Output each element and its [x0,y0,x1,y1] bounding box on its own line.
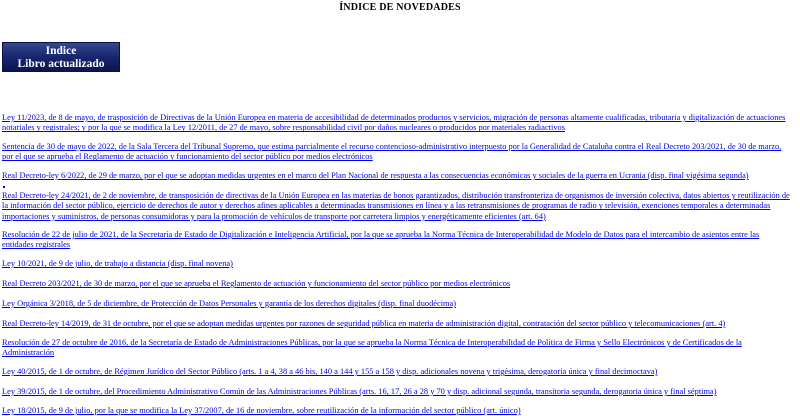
list-item-link[interactable]: Real Decreto-ley 24/2021, de 2 de noviembre, de transposición de directivas de la Unión Europea en las materias de bonos garantizados, distribución transfronteriza de organismos de inversión colectiva, datos abiertos y reutilización de la información del sector público, ejercicio de derechos de autor y derechos afines aplicables a determinadas transmisiones en línea y a las retransmisiones de programas de radio y televisión, exenciones temporales a determinadas importaciones y suministros, de personas consumidoras y para la promoción de vehículos de transporte por carretera limpios y energéticamente eficientes (art. 64) [2,191,790,221]
list-item-link[interactable]: Real Decreto-ley 14/2019, de 31 de octubre, por el que se adoptan medidas urgentes por razones de seguridad pública en materia de administración digital, contratación del sector público y telecomunicaciones (art. 4) [2,319,726,328]
list-item-link[interactable]: Ley 39/2015, de 1 de octubre, del Procedimiento Administrativo Común de las Administraciones Públicas (arts. 16, 17, 26 a 28 y 70 y disp. adicional segunda, transitoria segunda, derogatoria única y final séptima) [2,387,717,396]
badge-line-1: Indice [45,45,77,57]
list-item-link[interactable]: Real Decreto-ley 6/2022, de 29 de marzo, por el que se adoptan medidas urgentes en el marco del Plan Nacional de respuesta a las consecuencias económicas y sociales de la guerra en Ucrania (disp. final vigésima segunda) [2,171,749,180]
badge-line-2: Libro actualizado [17,58,105,70]
list-item-link[interactable]: Real Decreto 203/2021, de 30 de marzo, por el que se aprueba el Reglamento de actuación y funcionamiento del sector público por medios electrónicos [2,279,511,288]
list-item-link[interactable]: Ley 40/2015, de 1 de octubre, de Régimen Jurídico del Sector Público (arts. 1 a 4, 38 a 46 bis, 140 a 144 y 155 a 158 y disp. adicionales novena y trigésima, derogatoria única y final decimoctava) [2,367,658,376]
list-item-link[interactable]: Ley 18/2015, de 9 de julio, por la que se modifica la Ley 37/2007, de 16 de noviembre, sobre reutilización de la información del sector público (art. único) [2,406,521,415]
indice-libro-actualizado-button[interactable] [2,42,120,72]
list-item-link[interactable]: Resolución de 27 de octubre de 2016, de la Secretaría de Estado de Administraciones Públicas, por la que se aprueba la Norma Técnica de Interoperabilidad de Política de Firma y Sello Electrónicos y de Certificados de la Administración [2,338,742,358]
list-item-link[interactable]: Ley 11/2023, de 8 de mayo, de trasposición de Directivas de la Unión Europea en materia de accesibilidad de determinados productos y servicios, migración de personas altamente cualificadas, tributaria y digitalización de actuaciones notariales y registrales; y por la que se modifica la Ley 12/2011, de 27 de mayo, sobre responsabilidad civil por daños nucleares o producidos por materiales radiactivos [2,113,786,133]
list-item-link[interactable]: Ley 10/2021, de 9 de julio, de trabajo a distancia (disp. final novena) [2,259,233,268]
list-item-link[interactable]: Sentencia de 30 de mayo de 2022, de la Sala Tercera del Tribunal Supremo, que estima parcialmente el recurso contencioso-administrativo interpuesto por la Generalidad de Cataluña contra el Real Decreto 203/2021, de 30 de marzo, por el que se aprueba el Reglamento de actuación y funcionamiento del sector público por medios electrónicos [2,142,782,162]
bullet-dot [3,186,5,188]
list-item-link[interactable]: Resolución de 22 de julio de 2021, de la Secretaría de Estado de Digitalización e Inteligencia Artificial, por la que se aprueba la Norma Técnica de Interoperabilidad de Modelo de Datos para el intercambio de asientos entre las entidades registrales [2,230,760,250]
list-item-link[interactable]: Ley Orgánica 3/2018, de 5 de diciembre, de Protección de Datos Personales y garantía de los derechos digitales (disp. final duodécima) [2,299,457,308]
page-title: ÍNDICE DE NOVEDADES [339,2,461,13]
